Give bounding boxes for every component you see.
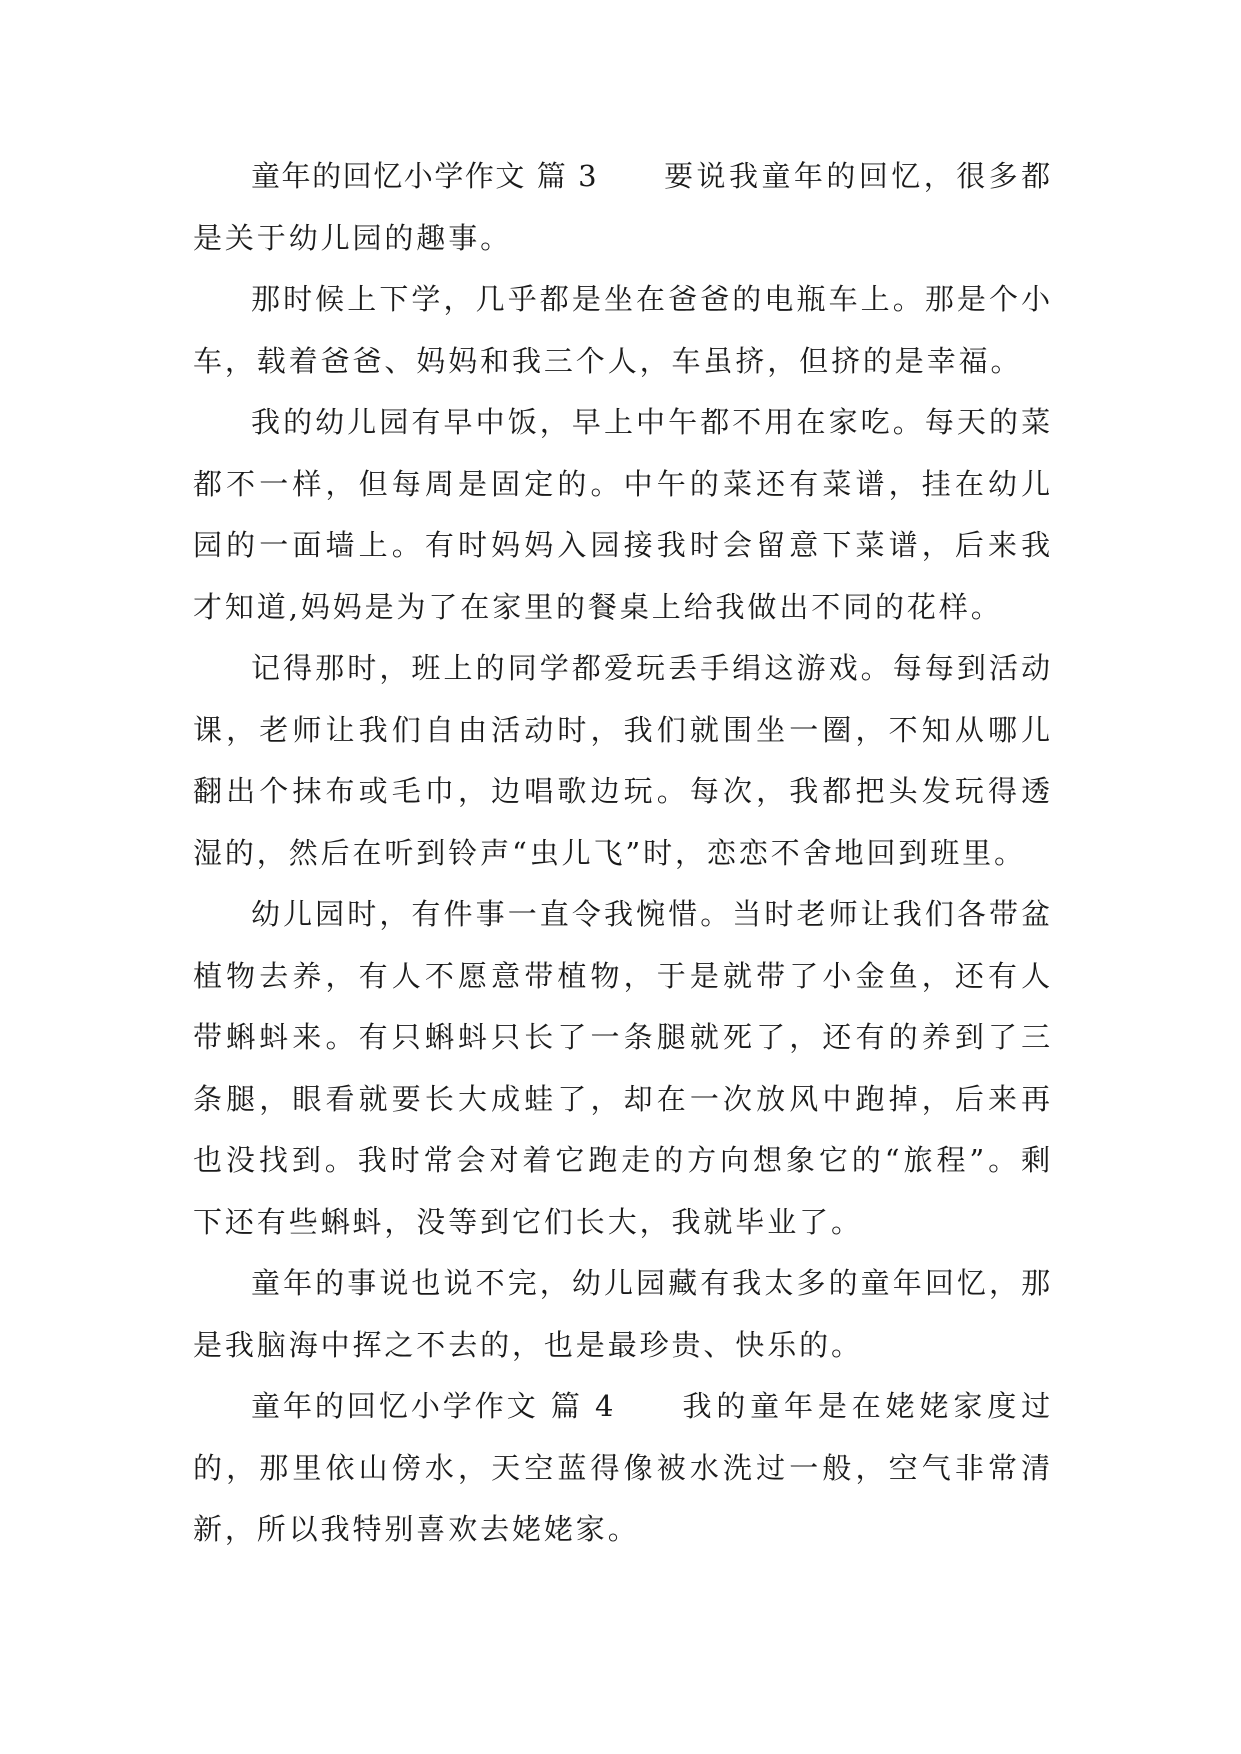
paragraph-text: 我的童年是在姥姥家度过的，那里依山傍水，天空蓝得像被水洗过一般，空气非常清新，所以我特别喜欢去姥姥家。 <box>193 1389 1054 1546</box>
section-4-intro-paragraph <box>193 1376 1053 1561</box>
paragraph: 记得那时，班上的同学都爱玩丢手绢这游戏。每每到活动课，老师让我们自由活动时，我们就围坐一圈，不知从哪儿翻出个抹布或毛巾，边唱歌边玩。每次，我都把头发玩得透湿的，然后在听到铃声“虫儿飞”时，恋恋不舍地回到班里。 <box>193 651 1053 870</box>
paragraph: 我的幼儿园有早中饭，早上中午都不用在家吃。每天的菜都不一样，但每周是固定的。中午的菜还有菜谱，挂在幼儿园的一面墙上。有时妈妈入园接我时会留意下菜谱，后来我才知道,妈妈是为了在家里的餐桌上给我做出不同的花样。 <box>193 405 1053 624</box>
paragraph: 那时候上下学，几乎都是坐在爸爸的电瓶车上。那是个小车，载着爸爸、妈妈和我三个人，车虽挤，但挤的是幸福。 <box>193 282 1053 378</box>
section-3-intro-paragraph <box>193 146 1053 269</box>
paragraph: 幼儿园时，有件事一直令我惋惜。当时老师让我们各带盆植物去养，有人不愿意带植物，于是就带了小金鱼，还有人带蝌蚪来。有只蝌蚪只长了一条腿就死了，还有的养到了三条腿，眼看就要长大成蛙了，却在一次放风中跑掉，后来再也没找到。我时常会对着它跑走的方向想象它的“旅程”。剩下还有些蝌蚪，没等到它们长大，我就毕业了。 <box>193 897 1053 1239</box>
section-4-heading: 童年的回忆小学作文 篇 4 <box>251 1389 615 1423</box>
paragraph-text: 要说我童年的回忆，很多都是关于幼儿园的趣事。 <box>193 159 1053 255</box>
section-3-heading: 童年的回忆小学作文 篇 3 <box>251 159 598 193</box>
document-page <box>193 146 1053 1561</box>
paragraph: 童年的事说也说不完，幼儿园藏有我太多的童年回忆，那是我脑海中挥之不去的，也是最珍贵、快乐的。 <box>193 1266 1053 1362</box>
